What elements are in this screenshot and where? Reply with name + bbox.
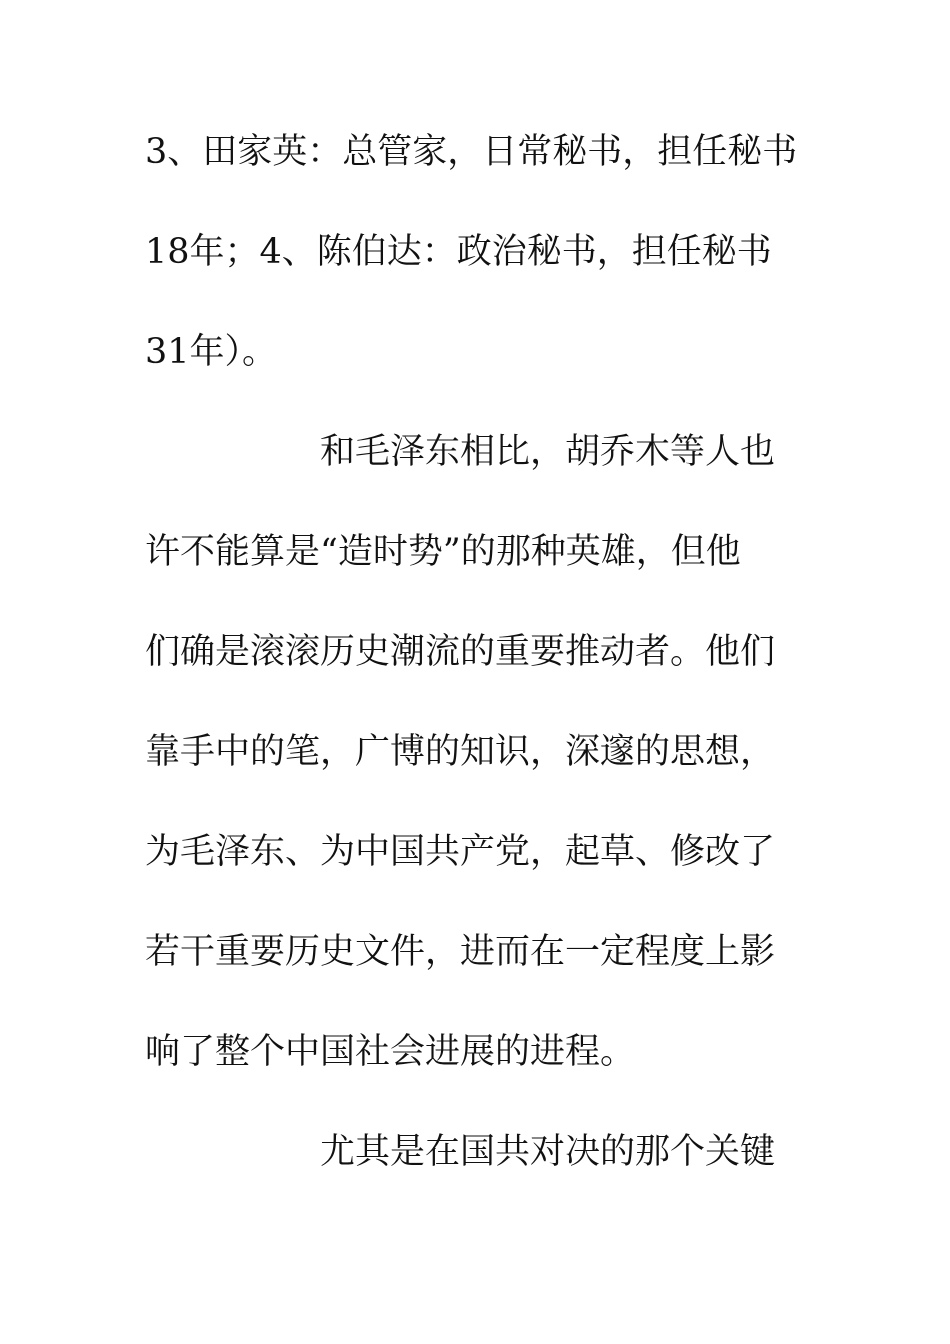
text-line-2: 18年；4、陈伯达：政治秘书，担任秘书 bbox=[145, 232, 772, 272]
paragraph-start-line: 尤其是在国共对决的那个关键 bbox=[320, 1132, 776, 1172]
text-line-8: 为毛泽东、为中国共产党，起草、修改了 bbox=[145, 832, 776, 872]
paragraph-start-line: 和毛泽东相比，胡乔木等人也 bbox=[320, 432, 776, 472]
text-line-5: 许不能算是“造时势”的那种英雄，但他 bbox=[145, 532, 741, 572]
text-line-6: 们确是滚滚历史潮流的重要推动者。他们 bbox=[145, 632, 776, 672]
text-line-10: 响了整个中国社会进展的进程。 bbox=[145, 1032, 636, 1072]
text-line-1: 3、田家英：总管家，日常秘书，担任秘书 bbox=[145, 132, 798, 172]
text-line-7: 靠手中的笔，广博的知识，深邃的思想， bbox=[145, 732, 776, 772]
text-line-9: 若干重要历史文件，进而在一定程度上影 bbox=[145, 932, 776, 972]
text-line-3: 31年）。 bbox=[145, 332, 278, 372]
